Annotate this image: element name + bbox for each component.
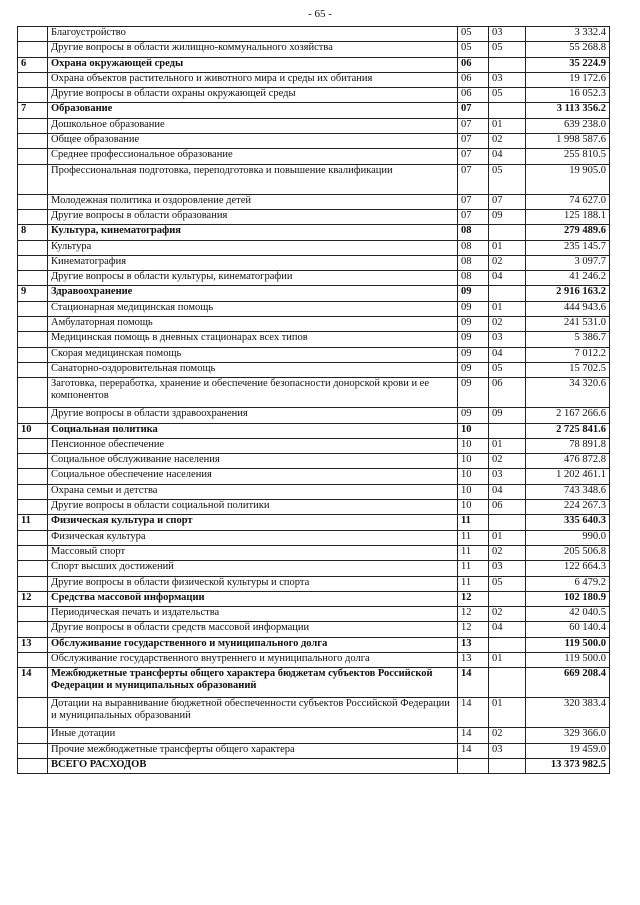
row-number-cell: 9 xyxy=(18,286,48,301)
expense-name-cell: Дошкольное образование xyxy=(48,118,458,133)
row-number-cell: 7 xyxy=(18,103,48,118)
subsection-code-cell: 04 xyxy=(489,271,526,286)
amount-cell: 119 500.0 xyxy=(526,652,610,667)
row-number-cell xyxy=(18,362,48,377)
subsection-code-cell: 03 xyxy=(489,27,526,42)
section-code-cell: 07 xyxy=(458,134,489,149)
expense-name-cell: Пенсионное обеспечение xyxy=(48,438,458,453)
amount-cell: 125 188.1 xyxy=(526,209,610,224)
amount-cell: 19 459.0 xyxy=(526,743,610,758)
table-row xyxy=(18,317,610,332)
section-row xyxy=(18,668,610,698)
table-body xyxy=(18,27,610,774)
expense-name-cell: Другие вопросы в области жилищно-коммунального хозяйства xyxy=(48,42,458,57)
table-row xyxy=(18,378,610,408)
amount-cell: 60 140.4 xyxy=(526,622,610,637)
subsection-code-cell: 03 xyxy=(489,743,526,758)
row-number-cell xyxy=(18,332,48,347)
section-code-cell: 11 xyxy=(458,515,489,530)
amount-cell: 241 531.0 xyxy=(526,317,610,332)
table-row xyxy=(18,347,610,362)
section-row xyxy=(18,515,610,530)
section-code-cell: 07 xyxy=(458,194,489,209)
section-code-cell: 06 xyxy=(458,72,489,87)
amount-cell: 19 172.6 xyxy=(526,72,610,87)
subsection-code-cell: 04 xyxy=(489,484,526,499)
section-code-cell: 12 xyxy=(458,591,489,606)
expense-name-cell: Обслуживание государственного внутреннего и муниципального долга xyxy=(48,652,458,667)
subsection-code-cell xyxy=(489,758,526,773)
section-code-cell: 09 xyxy=(458,408,489,423)
section-code-cell: 09 xyxy=(458,378,489,408)
expense-name-cell: Общее образование xyxy=(48,134,458,149)
section-code-cell: 09 xyxy=(458,362,489,377)
expense-name-cell: Молодежная политика и оздоровление детей xyxy=(48,194,458,209)
expense-name-cell: Охрана объектов растительного и животного мира и среды их обитания xyxy=(48,72,458,87)
table-row xyxy=(18,209,610,224)
expense-name-cell: Здравоохранение xyxy=(48,286,458,301)
subsection-code-cell xyxy=(489,515,526,530)
amount-cell: 3 097.7 xyxy=(526,255,610,270)
subsection-code-cell: 03 xyxy=(489,72,526,87)
table-row xyxy=(18,72,610,87)
row-number-cell xyxy=(18,607,48,622)
amount-cell: 2 916 163.2 xyxy=(526,286,610,301)
row-number-cell xyxy=(18,271,48,286)
amount-cell: 329 366.0 xyxy=(526,728,610,743)
expense-name-cell: Другие вопросы в области средств массовой информации xyxy=(48,622,458,637)
table-row xyxy=(18,530,610,545)
subsection-code-cell: 01 xyxy=(489,698,526,728)
table-row xyxy=(18,301,610,316)
expense-name-cell: Средства массовой информации xyxy=(48,591,458,606)
expense-name-cell: Медицинская помощь в дневных стационарах всех типов xyxy=(48,332,458,347)
amount-cell: 119 500.0 xyxy=(526,637,610,652)
expense-name-cell: Стационарная медицинская помощь xyxy=(48,301,458,316)
section-code-cell: 12 xyxy=(458,607,489,622)
amount-cell: 1 202 461.1 xyxy=(526,469,610,484)
row-number-cell xyxy=(18,88,48,103)
amount-cell: 3 113 356.2 xyxy=(526,103,610,118)
row-number-cell: 10 xyxy=(18,423,48,438)
subsection-code-cell: 03 xyxy=(489,469,526,484)
subsection-code-cell xyxy=(489,591,526,606)
row-number-cell xyxy=(18,378,48,408)
section-code-cell: 13 xyxy=(458,652,489,667)
section-code-cell: 05 xyxy=(458,27,489,42)
amount-cell: 2 167 266.6 xyxy=(526,408,610,423)
subsection-code-cell: 01 xyxy=(489,301,526,316)
amount-cell: 16 052.3 xyxy=(526,88,610,103)
expense-name-cell: Образование xyxy=(48,103,458,118)
section-row xyxy=(18,423,610,438)
table-row xyxy=(18,255,610,270)
expense-name-cell: Массовый спорт xyxy=(48,545,458,560)
expense-name-cell: Другие вопросы в области образования xyxy=(48,209,458,224)
section-code-cell: 08 xyxy=(458,271,489,286)
subsection-code-cell: 07 xyxy=(489,194,526,209)
row-number-cell: 11 xyxy=(18,515,48,530)
expense-name-cell: Заготовка, переработка, хранение и обеспечение безопасности донорской крови и ее компонентов xyxy=(48,378,458,408)
table-row xyxy=(18,652,610,667)
section-code-cell: 06 xyxy=(458,57,489,72)
subsection-code-cell: 03 xyxy=(489,332,526,347)
row-number-cell xyxy=(18,209,48,224)
table-row xyxy=(18,164,610,194)
amount-cell: 476 872.8 xyxy=(526,454,610,469)
row-number-cell xyxy=(18,27,48,42)
table-row xyxy=(18,27,610,42)
row-number-cell xyxy=(18,698,48,728)
expense-name-cell: Физическая культура и спорт xyxy=(48,515,458,530)
expense-name-cell: Другие вопросы в области охраны окружающей среды xyxy=(48,88,458,103)
row-number-cell xyxy=(18,500,48,515)
subsection-code-cell: 02 xyxy=(489,545,526,560)
row-number-cell: 8 xyxy=(18,225,48,240)
amount-cell: 444 943.6 xyxy=(526,301,610,316)
expense-name-cell: Охрана семьи и детства xyxy=(48,484,458,499)
amount-cell: 2 725 841.6 xyxy=(526,423,610,438)
table-row xyxy=(18,271,610,286)
subsection-code-cell xyxy=(489,103,526,118)
subsection-code-cell xyxy=(489,423,526,438)
subsection-code-cell: 05 xyxy=(489,164,526,194)
table-row xyxy=(18,607,610,622)
amount-cell: 335 640.3 xyxy=(526,515,610,530)
expense-name-cell: Межбюджетные трансферты общего характера бюджетам субъектов Российской Федерации и муниципальных образований xyxy=(48,668,458,698)
amount-cell: 669 208.4 xyxy=(526,668,610,698)
section-row xyxy=(18,103,610,118)
row-number-cell xyxy=(18,530,48,545)
expense-name-cell: ВСЕГО РАСХОДОВ xyxy=(48,758,458,773)
subsection-code-cell xyxy=(489,57,526,72)
section-code-cell: 08 xyxy=(458,255,489,270)
subsection-code-cell: 02 xyxy=(489,317,526,332)
row-number-cell xyxy=(18,576,48,591)
amount-cell: 122 664.3 xyxy=(526,561,610,576)
amount-cell: 205 506.8 xyxy=(526,545,610,560)
page-number: - 65 - xyxy=(308,8,332,20)
table-row xyxy=(18,728,610,743)
section-code-cell: 10 xyxy=(458,438,489,453)
subsection-code-cell: 01 xyxy=(489,530,526,545)
subsection-code-cell: 09 xyxy=(489,408,526,423)
amount-cell: 74 627.0 xyxy=(526,194,610,209)
row-number-cell xyxy=(18,255,48,270)
subsection-code-cell: 02 xyxy=(489,134,526,149)
section-code-cell: 09 xyxy=(458,301,489,316)
row-number-cell xyxy=(18,164,48,194)
amount-cell: 6 479.2 xyxy=(526,576,610,591)
section-code-cell: 11 xyxy=(458,530,489,545)
expense-name-cell: Амбулаторная помощь xyxy=(48,317,458,332)
section-row xyxy=(18,286,610,301)
section-code-cell: 11 xyxy=(458,561,489,576)
amount-cell: 35 224.9 xyxy=(526,57,610,72)
table-row xyxy=(18,576,610,591)
amount-cell: 19 905.0 xyxy=(526,164,610,194)
amount-cell: 990.0 xyxy=(526,530,610,545)
section-code-cell: 10 xyxy=(458,484,489,499)
section-code-cell: 12 xyxy=(458,622,489,637)
table-row xyxy=(18,240,610,255)
section-code-cell: 07 xyxy=(458,103,489,118)
table-row xyxy=(18,454,610,469)
amount-cell: 320 383.4 xyxy=(526,698,610,728)
row-number-cell xyxy=(18,134,48,149)
row-number-cell xyxy=(18,438,48,453)
subsection-code-cell: 01 xyxy=(489,438,526,453)
amount-cell: 34 320.6 xyxy=(526,378,610,408)
table-row xyxy=(18,743,610,758)
row-number-cell xyxy=(18,545,48,560)
expense-name-cell: Другие вопросы в области здравоохранения xyxy=(48,408,458,423)
subsection-code-cell xyxy=(489,225,526,240)
row-number-cell xyxy=(18,484,48,499)
table-row xyxy=(18,408,610,423)
subsection-code-cell: 02 xyxy=(489,454,526,469)
subsection-code-cell: 05 xyxy=(489,362,526,377)
row-number-cell xyxy=(18,454,48,469)
section-code-cell: 14 xyxy=(458,743,489,758)
row-number-cell xyxy=(18,652,48,667)
amount-cell: 279 489.6 xyxy=(526,225,610,240)
expense-name-cell: Прочие межбюджетные трансферты общего характера xyxy=(48,743,458,758)
expense-name-cell: Среднее профессиональное образование xyxy=(48,149,458,164)
section-code-cell: 10 xyxy=(458,469,489,484)
row-number-cell xyxy=(18,728,48,743)
amount-cell: 3 332.4 xyxy=(526,27,610,42)
section-code-cell: 10 xyxy=(458,423,489,438)
amount-cell: 235 145.7 xyxy=(526,240,610,255)
expense-name-cell: Скорая медицинская помощь xyxy=(48,347,458,362)
section-code-cell: 10 xyxy=(458,454,489,469)
amount-cell: 1 998 587.6 xyxy=(526,134,610,149)
section-code-cell: 08 xyxy=(458,240,489,255)
subsection-code-cell xyxy=(489,286,526,301)
table-row xyxy=(18,545,610,560)
amount-cell: 78 891.8 xyxy=(526,438,610,453)
subsection-code-cell: 05 xyxy=(489,88,526,103)
row-number-cell: 14 xyxy=(18,668,48,698)
row-number-cell: 6 xyxy=(18,57,48,72)
row-number-cell xyxy=(18,72,48,87)
row-number-cell xyxy=(18,408,48,423)
row-number-cell xyxy=(18,758,48,773)
section-code-cell: 14 xyxy=(458,728,489,743)
expense-name-cell: Иные дотации xyxy=(48,728,458,743)
section-code-cell: 14 xyxy=(458,668,489,698)
table-row xyxy=(18,118,610,133)
table-row xyxy=(18,88,610,103)
section-code-cell: 13 xyxy=(458,637,489,652)
table-row xyxy=(18,134,610,149)
amount-cell: 15 702.5 xyxy=(526,362,610,377)
subsection-code-cell: 06 xyxy=(489,378,526,408)
subsection-code-cell: 06 xyxy=(489,500,526,515)
expense-name-cell: Благоустройство xyxy=(48,27,458,42)
expense-name-cell: Профессиональная подготовка, переподготовка и повышение квалификации xyxy=(48,164,458,194)
subsection-code-cell: 04 xyxy=(489,622,526,637)
expense-name-cell: Культура xyxy=(48,240,458,255)
amount-cell: 13 373 982.5 xyxy=(526,758,610,773)
row-number-cell xyxy=(18,149,48,164)
section-code-cell: 06 xyxy=(458,88,489,103)
row-number-cell xyxy=(18,317,48,332)
section-code-cell: 14 xyxy=(458,698,489,728)
subsection-code-cell: 02 xyxy=(489,728,526,743)
amount-cell: 743 348.6 xyxy=(526,484,610,499)
section-code-cell: 07 xyxy=(458,149,489,164)
amount-cell: 41 246.2 xyxy=(526,271,610,286)
table-row xyxy=(18,362,610,377)
table-row xyxy=(18,469,610,484)
section-code-cell: 07 xyxy=(458,164,489,194)
expense-name-cell: Охрана окружающей среды xyxy=(48,57,458,72)
section-code-cell: 07 xyxy=(458,209,489,224)
section-code-cell: 09 xyxy=(458,286,489,301)
expense-name-cell: Социальная политика xyxy=(48,423,458,438)
section-code-cell: 09 xyxy=(458,317,489,332)
subsection-code-cell: 01 xyxy=(489,652,526,667)
table-row xyxy=(18,500,610,515)
subsection-code-cell: 04 xyxy=(489,149,526,164)
row-number-cell xyxy=(18,561,48,576)
section-code-cell: 09 xyxy=(458,332,489,347)
amount-cell: 255 810.5 xyxy=(526,149,610,164)
subsection-code-cell: 01 xyxy=(489,118,526,133)
table-row xyxy=(18,438,610,453)
expense-name-cell: Другие вопросы в области культуры, кинематографии xyxy=(48,271,458,286)
row-number-cell xyxy=(18,42,48,57)
section-code-cell: 11 xyxy=(458,545,489,560)
section-code-cell: 11 xyxy=(458,576,489,591)
row-number-cell xyxy=(18,622,48,637)
expense-name-cell: Другие вопросы в области социальной политики xyxy=(48,500,458,515)
row-number-cell xyxy=(18,240,48,255)
table-row xyxy=(18,622,610,637)
amount-cell: 7 012.2 xyxy=(526,347,610,362)
subsection-code-cell: 02 xyxy=(489,607,526,622)
subsection-code-cell: 05 xyxy=(489,42,526,57)
subsection-code-cell: 02 xyxy=(489,255,526,270)
expense-name-cell: Санаторно-оздоровительная помощь xyxy=(48,362,458,377)
subsection-code-cell: 04 xyxy=(489,347,526,362)
section-code-cell: 10 xyxy=(458,500,489,515)
row-number-cell xyxy=(18,347,48,362)
row-number-cell xyxy=(18,743,48,758)
row-number-cell: 12 xyxy=(18,591,48,606)
table-row xyxy=(18,194,610,209)
budget-expenditure-table xyxy=(17,26,610,774)
amount-cell: 224 267.3 xyxy=(526,500,610,515)
section-code-cell: 07 xyxy=(458,118,489,133)
section-row xyxy=(18,637,610,652)
amount-cell: 42 040.5 xyxy=(526,607,610,622)
row-number-cell xyxy=(18,469,48,484)
subsection-code-cell: 05 xyxy=(489,576,526,591)
expense-name-cell: Периодическая печать и издательства xyxy=(48,607,458,622)
expense-name-cell: Спорт высших достижений xyxy=(48,561,458,576)
section-row xyxy=(18,591,610,606)
expense-name-cell: Социальное обслуживание населения xyxy=(48,454,458,469)
expense-name-cell: Культура, кинематография xyxy=(48,225,458,240)
subsection-code-cell: 03 xyxy=(489,561,526,576)
row-number-cell xyxy=(18,118,48,133)
amount-cell: 102 180.9 xyxy=(526,591,610,606)
table-row xyxy=(18,149,610,164)
expense-name-cell: Социальное обеспечение населения xyxy=(48,469,458,484)
section-code-cell: 09 xyxy=(458,347,489,362)
subsection-code-cell: 09 xyxy=(489,209,526,224)
section-row xyxy=(18,57,610,72)
amount-cell: 55 268.8 xyxy=(526,42,610,57)
table-row xyxy=(18,561,610,576)
subsection-code-cell: 01 xyxy=(489,240,526,255)
row-number-cell xyxy=(18,301,48,316)
amount-cell: 639 238.0 xyxy=(526,118,610,133)
expense-name-cell: Кинематография xyxy=(48,255,458,270)
row-number-cell: 13 xyxy=(18,637,48,652)
table-row xyxy=(18,698,610,728)
table-row xyxy=(18,42,610,57)
expense-name-cell: Дотации на выравнивание бюджетной обеспеченности субъектов Российской Федерации и муниципальных образований xyxy=(48,698,458,728)
expense-name-cell: Обслуживание государственного и муниципального долга xyxy=(48,637,458,652)
subsection-code-cell xyxy=(489,668,526,698)
section-code-cell: 05 xyxy=(458,42,489,57)
table-row xyxy=(18,332,610,347)
expense-name-cell: Физическая культура xyxy=(48,530,458,545)
table-row xyxy=(18,484,610,499)
row-number-cell xyxy=(18,194,48,209)
section-code-cell xyxy=(458,758,489,773)
section-row xyxy=(18,758,610,773)
section-code-cell: 08 xyxy=(458,225,489,240)
amount-cell: 5 386.7 xyxy=(526,332,610,347)
expense-name-cell: Другие вопросы в области физической культуры и спорта xyxy=(48,576,458,591)
subsection-code-cell xyxy=(489,637,526,652)
section-row xyxy=(18,225,610,240)
